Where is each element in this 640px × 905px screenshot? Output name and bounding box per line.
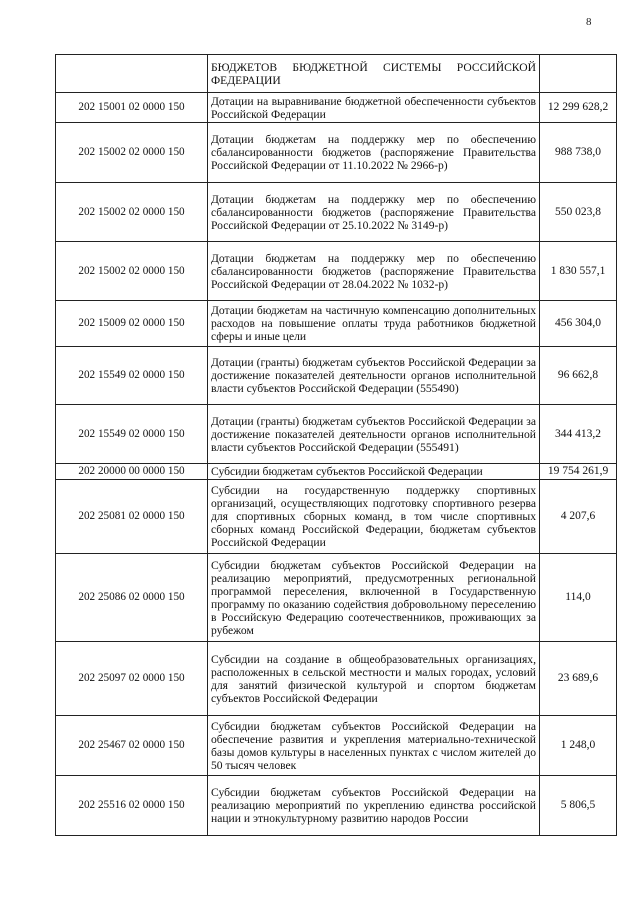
description-cell: Дотации бюджетам на поддержку мер по обеспечению сбалансированности бюджетов (распоряжение Правительства Российской Федерации от 28.04.2022 № 1032-р): [208, 242, 540, 301]
description-cell: Субсидии на государственную поддержку спортивных организаций, осуществляющих подготовку спортивного резерва для спортивных сборных команд, в том числе спортивных сборных команд Российской Федерации, бюджетам субъектов Российской Федерации: [208, 480, 540, 554]
amount-cell: 1 830 557,1: [540, 242, 617, 301]
amount-cell: 96 662,8: [540, 347, 617, 405]
description-cell: Дотации бюджетам на поддержку мер по обеспечению сбалансированности бюджетов (распоряжение Правительства Российской Федерации от 11.10.2022 № 2966-р): [208, 123, 540, 183]
code-cell: 202 15001 02 0000 150: [56, 93, 208, 123]
amount-cell: 456 304,0: [540, 301, 617, 347]
description-cell: Дотации (гранты) бюджетам субъектов Российской Федерации за достижение показателей деятельности органов исполнительной власти субъектов Российской Федерации (555490): [208, 347, 540, 405]
description-cell: Дотации бюджетам на частичную компенсацию дополнительных расходов на повышение оплаты труда работников бюджетной сферы и иные цели: [208, 301, 540, 347]
description-cell: Дотации на выравнивание бюджетной обеспеченности субъектов Российской Федерации: [208, 93, 540, 123]
amount-cell: 550 023,8: [540, 183, 617, 242]
code-cell: 202 20000 00 0000 150: [56, 464, 208, 480]
table-row: [56, 123, 617, 183]
code-cell: 202 15002 02 0000 150: [56, 183, 208, 242]
code-cell: 202 25086 02 0000 150: [56, 554, 208, 642]
description-cell: Субсидии на создание в общеобразовательных организациях, расположенных в сельской местности и малых городах, условий для занятий физической культурой и спортом бюджетам субъектов Российской Федерации: [208, 642, 540, 716]
table-row: [56, 405, 617, 464]
amount-cell: 5 806,5: [540, 776, 617, 836]
code-cell: [56, 55, 208, 93]
table-row: [56, 554, 617, 642]
code-cell: 202 25097 02 0000 150: [56, 642, 208, 716]
amount-cell: 114,0: [540, 554, 617, 642]
revenue-table: [55, 54, 617, 836]
description-cell: Дотации бюджетам на поддержку мер по обеспечению сбалансированности бюджетов (распоряжение Правительства Российской Федерации от 25.10.2022 № 3149-р): [208, 183, 540, 242]
table-row: [56, 464, 617, 480]
table-row: [56, 183, 617, 242]
code-cell: 202 15009 02 0000 150: [56, 301, 208, 347]
description-cell: Субсидии бюджетам субъектов Российской Федерации: [208, 464, 540, 480]
page-number: 8: [586, 16, 592, 28]
table-row: [56, 642, 617, 716]
code-cell: 202 25081 02 0000 150: [56, 480, 208, 554]
code-cell: 202 15549 02 0000 150: [56, 405, 208, 464]
amount-cell: [540, 55, 617, 93]
amount-cell: 19 754 261,9: [540, 464, 617, 480]
amount-cell: 988 738,0: [540, 123, 617, 183]
table-row: [56, 301, 617, 347]
description-cell: Субсидии бюджетам субъектов Российской Федерации на реализацию мероприятий, предусмотренных региональной программой переселения, включенной в Государственную программу по оказанию содействия добровольному переселению в Российскую Федерацию соотечественников, проживающих за рубежом: [208, 554, 540, 642]
description-cell: БЮДЖЕТОВ БЮДЖЕТНОЙ СИСТЕМЫ РОССИЙСКОЙ ФЕДЕРАЦИИ: [208, 55, 540, 93]
table-row: [56, 347, 617, 405]
code-cell: 202 25516 02 0000 150: [56, 776, 208, 836]
amount-cell: 12 299 628,2: [540, 93, 617, 123]
code-cell: 202 15549 02 0000 150: [56, 347, 208, 405]
table-row: [56, 716, 617, 776]
table-row: [56, 93, 617, 123]
table-row: [56, 242, 617, 301]
amount-cell: 4 207,6: [540, 480, 617, 554]
table-row: [56, 776, 617, 836]
amount-cell: 1 248,0: [540, 716, 617, 776]
description-cell: Субсидии бюджетам субъектов Российской Федерации на реализацию мероприятий по укреплению единства российской нации и этнокультурному развитию народов России: [208, 776, 540, 836]
description-cell: Дотации (гранты) бюджетам субъектов Российской Федерации за достижение показателей деятельности органов исполнительной власти субъектов Российской Федерации (555491): [208, 405, 540, 464]
code-cell: 202 25467 02 0000 150: [56, 716, 208, 776]
amount-cell: 344 413,2: [540, 405, 617, 464]
amount-cell: 23 689,6: [540, 642, 617, 716]
code-cell: 202 15002 02 0000 150: [56, 242, 208, 301]
code-cell: 202 15002 02 0000 150: [56, 123, 208, 183]
description-cell: Субсидии бюджетам субъектов Российской Федерации на обеспечение развития и укрепления материально-технической базы домов культуры в населенных пунктах с числом жителей до 50 тысяч человек: [208, 716, 540, 776]
table-row: [56, 480, 617, 554]
table-row-header: [56, 55, 617, 93]
